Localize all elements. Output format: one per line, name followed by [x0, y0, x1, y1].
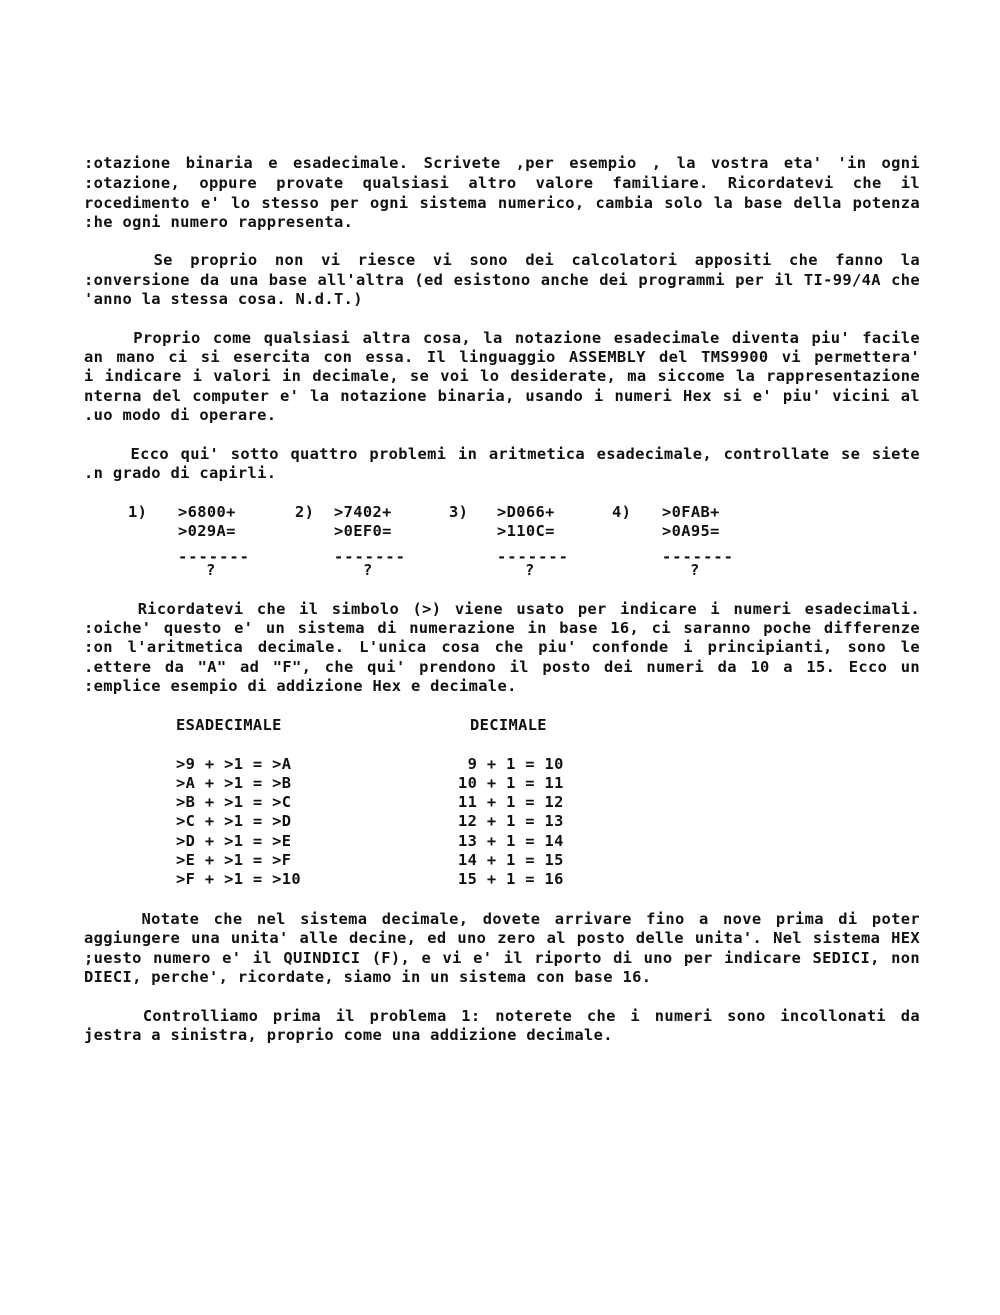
- text-line: Proprio come qualsiasi altra cosa, la notazione esadecimale diventa piu' facile: [84, 329, 920, 347]
- hex-row: >E + >1 = >F: [176, 851, 292, 869]
- text-line: :oiche' questo e' un sistema di numerazione in base 16, ci saranno poche differenze: [84, 619, 920, 637]
- text-line: jestra a sinistra, proprio come una addizione decimale.: [84, 1026, 613, 1044]
- hex-row: >9 + >1 = >A: [176, 755, 292, 773]
- text-line: .ettere da "A" ad "F", che qui' prendono il posto dei numeri da 10 a 15. Ecco un: [84, 658, 920, 676]
- text-line: :otazione, oppure provate qualsiasi altro valore familiare. Ricordatevi che il: [84, 174, 920, 192]
- hex-row: >A + >1 = >B: [176, 774, 292, 792]
- decimal-row: 14 + 1 = 15: [458, 851, 564, 869]
- decimal-row: 9 + 1 = 10: [458, 755, 564, 773]
- problem-operand: >0A95=: [662, 522, 720, 540]
- problem-number: 2): [295, 503, 315, 521]
- decimal-row: 12 + 1 = 13: [458, 812, 564, 830]
- decimal-row: 15 + 1 = 16: [458, 870, 564, 888]
- column-header-hex: ESADECIMALE: [176, 716, 282, 734]
- text-line: Ricordatevi che il simbolo (>) viene usato per indicare i numeri esadecimali.: [84, 600, 920, 618]
- hex-row: >F + >1 = >10: [176, 870, 302, 888]
- decimal-row: 11 + 1 = 12: [458, 793, 564, 811]
- text-line: ;uesto numero e' il QUINDICI (F), e vi e' il riporto di uno per indicare SEDICI, non: [84, 949, 920, 967]
- problem-number: 4): [612, 503, 632, 521]
- problem-number: 3): [449, 503, 469, 521]
- problem-rule: -------: [334, 548, 406, 566]
- problem-operand: >029A=: [178, 522, 236, 540]
- hex-row: >B + >1 = >C: [176, 793, 292, 811]
- text-line: Controlliamo prima il problema 1: noterete che i numeri sono incollonati da: [84, 1007, 920, 1025]
- text-line: an mano ci si esercita con essa. Il linguaggio ASSEMBLY del TMS9900 vi permettera': [84, 348, 920, 366]
- column-header-decimal: DECIMALE: [470, 716, 547, 734]
- problem-operand: >0FAB+: [662, 503, 720, 521]
- problem-operand: >7402+: [334, 503, 392, 521]
- text-line: :emplice esempio di addizione Hex e decimale.: [84, 677, 517, 695]
- text-line: aggiungere una unita' alle decine, ed uno zero al posto delle unita'. Nel sistema HEX: [84, 929, 920, 947]
- problem-result: ?: [363, 561, 373, 579]
- text-line: .n grado di capirli.: [84, 464, 277, 482]
- text-line: :onversione da una base all'altra (ed esistono anche dei programmi per il TI-99/4A che: [84, 271, 920, 289]
- problem-operand: >D066+: [497, 503, 555, 521]
- text-line: i indicare i valori in decimale, se voi lo desiderate, ma siccome la rappresentazione: [84, 367, 920, 385]
- text-line: 'anno la stessa cosa. N.d.T.): [84, 290, 363, 308]
- hex-row: >C + >1 = >D: [176, 812, 292, 830]
- text-line: :otazione binaria e esadecimale. Scrivete ,per esempio , la vostra eta' 'in ogni: [84, 154, 920, 172]
- problem-operand: >6800+: [178, 503, 236, 521]
- text-line: DIECI, perche', ricordate, siamo in un sistema con base 16.: [84, 968, 652, 986]
- problem-result: ?: [206, 561, 216, 579]
- text-line: nterna del computer e' la notazione binaria, usando i numeri Hex si e' piu' vicini al: [84, 387, 920, 405]
- text-line: rocedimento e' lo stesso per ogni sistema numerico, cambia solo la base della potenza: [84, 194, 920, 212]
- decimal-row: 13 + 1 = 14: [458, 832, 564, 850]
- problem-rule: -------: [662, 548, 734, 566]
- text-line: Se proprio non vi riesce vi sono dei calcolatori appositi che fanno la: [84, 251, 920, 269]
- text-line: Notate che nel sistema decimale, dovete arrivare fino a nove prima di poter: [84, 910, 920, 928]
- problem-result: ?: [525, 561, 535, 579]
- problem-rule: -------: [497, 548, 569, 566]
- problem-number: 1): [128, 503, 148, 521]
- text-line: :he ogni numero rappresenta.: [84, 213, 354, 231]
- text-line: .uo modo di operare.: [84, 406, 277, 424]
- decimal-row: 10 + 1 = 11: [458, 774, 564, 792]
- problem-operand: >110C=: [497, 522, 555, 540]
- problem-result: ?: [690, 561, 700, 579]
- problem-rule: -------: [178, 548, 250, 566]
- text-line: :on l'aritmetica decimale. L'unica cosa che piu' confonde i principianti, sono le: [84, 638, 920, 656]
- hex-row: >D + >1 = >E: [176, 832, 292, 850]
- problem-operand: >0EF0=: [334, 522, 392, 540]
- text-line: Ecco qui' sotto quattro problemi in aritmetica esadecimale, controllate se siete: [84, 445, 920, 463]
